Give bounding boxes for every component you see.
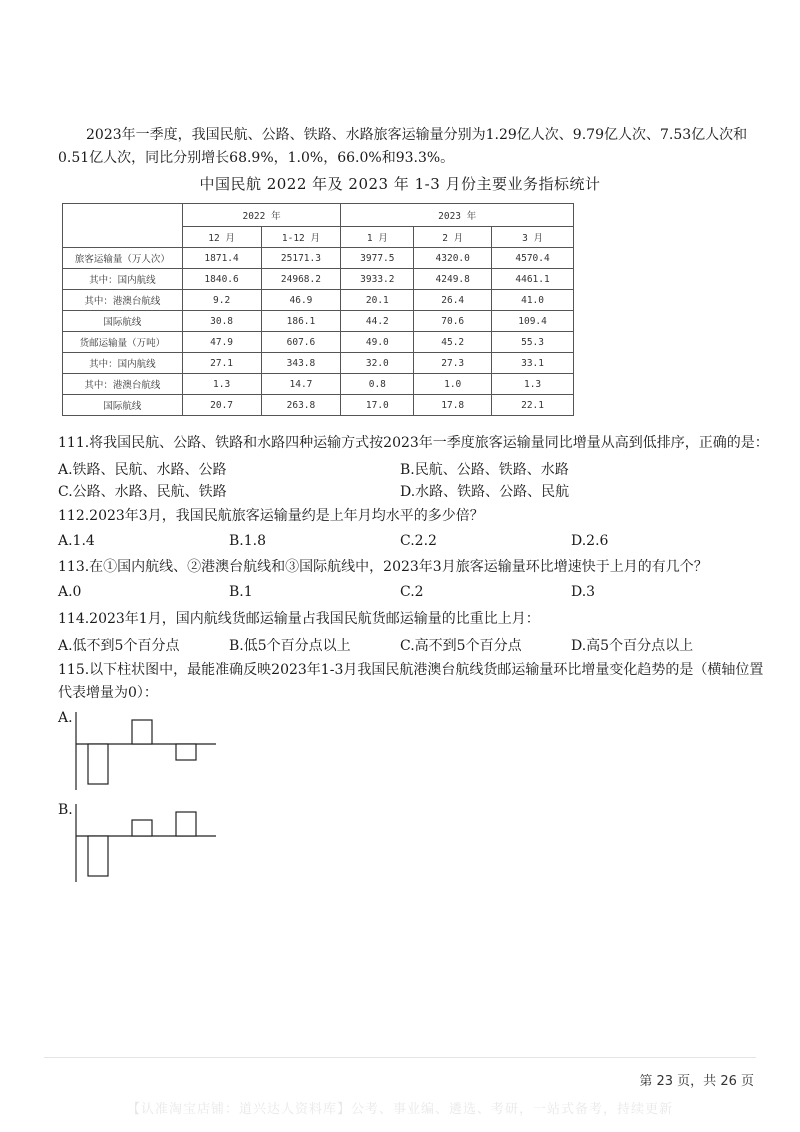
row-label: 国际航线 [63,311,183,332]
q112-option-b[interactable]: B.1.8 [229,533,267,549]
col-header: 2 月 [414,227,492,248]
chart-b-label[interactable]: B. [58,802,73,818]
table-cell: 20.7 [182,395,261,416]
table-cell: 45.2 [414,332,492,353]
table-body [63,248,574,416]
table-row [63,269,574,290]
table-cell: 17.8 [414,395,492,416]
table-cell: 26.4 [414,290,492,311]
table-cell: 4461.1 [492,269,574,290]
year-header-2022: 2022 年 [182,204,341,227]
row-label: 其中：港澳台航线 [63,374,183,395]
table-row [63,395,574,416]
col-header: 1-12 月 [261,227,341,248]
chart-b[interactable] [70,804,220,884]
table-cell: 1840.6 [182,269,261,290]
table-cell: 186.1 [261,311,341,332]
q114-option-c[interactable]: C.高不到5个百分点 [400,638,522,654]
q111-option-c[interactable]: C.公路、水路、民航、铁路 [58,484,227,500]
col-header: 3 月 [492,227,574,248]
table-cell: 20.1 [341,290,414,311]
page-number: 第 23 页，共 26 页 [639,1074,754,1089]
table-cell: 3977.5 [341,248,414,269]
table-cell: 1.0 [414,374,492,395]
q112-option-c[interactable]: C.2.2 [400,533,437,549]
table-cell: 3933.2 [341,269,414,290]
row-label: 国际航线 [63,395,183,416]
table-cell: 0.8 [341,374,414,395]
question-112-stem: 112.2023年3月，我国民航旅客运输量约是上年月均水平的多少倍？ [58,508,484,524]
table-cell: 49.0 [341,332,414,353]
table-year-row [63,204,574,227]
table-row [63,311,574,332]
q112-option-d[interactable]: D.2.6 [571,533,609,549]
table-cell: 32.0 [341,353,414,374]
row-label: 其中：国内航线 [63,269,183,290]
q114-option-a[interactable]: A.低不到5个百分点 [58,638,180,654]
question-111-stem: 111.将我国民航、公路、铁路和水路四种运输方式按2023年一季度旅客运输量同比增量从高到低排序，正确的是： [58,435,769,451]
table-cell: 1871.4 [182,248,261,269]
table-cell: 30.8 [182,311,261,332]
table-row [63,374,574,395]
table-cell: 55.3 [492,332,574,353]
q111-option-a[interactable]: A.铁路、民航、水路、公路 [58,462,227,478]
intro-text: 2023年一季度，我国民航、公路、铁路、水路旅客运输量分别为1.29亿人次、9.79亿人次、7.53亿人次和0.51亿人次，同比分别增长68.9%，1.0%，66.0%和93.3%。 [58,127,748,166]
table-cell: 27.1 [182,353,261,374]
table-cell: 4320.0 [414,248,492,269]
row-label: 其中：港澳台航线 [63,290,183,311]
table-row [63,290,574,311]
q113-option-b[interactable]: B.1 [229,584,253,600]
stats-table [62,203,574,416]
bar-1月 [88,836,108,876]
table-cell: 22.1 [492,395,574,416]
table-cell: 4570.4 [492,248,574,269]
q112-option-a[interactable]: A.1.4 [58,533,95,549]
table-cell: 24968.2 [261,269,341,290]
table-cell: 607.6 [261,332,341,353]
table-row [63,248,574,269]
table-cell: 70.6 [414,311,492,332]
col-header: 12 月 [182,227,261,248]
q114-option-d[interactable]: D.高5个百分点以上 [571,638,694,654]
q113-option-c[interactable]: C.2 [400,584,424,600]
question-113-stem: 113.在①国内航线、②港澳台航线和③国际航线中，2023年3月旅客运输量环比增速快于上月的有几个？ [58,559,708,575]
table-row [63,353,574,374]
q114-option-b[interactable]: B.低5个百分点以上 [229,638,351,654]
table-cell: 41.0 [492,290,574,311]
table-cell: 109.4 [492,311,574,332]
chart-a[interactable] [70,712,220,792]
bar-1月 [88,744,108,784]
bar-2月 [132,820,152,836]
row-label: 其中：国内航线 [63,353,183,374]
table-cell: 44.2 [341,311,414,332]
table-cell: 17.0 [341,395,414,416]
table-cell: 343.8 [261,353,341,374]
table-cell: 47.9 [182,332,261,353]
question-115-stem: 115.以下柱状图中，最能准确反映2023年1-3月我国民航港澳台航线货邮运输量环比增量变化趋势的是（横轴位置 [58,662,764,678]
q111-option-b[interactable]: B.民航、公路、铁路、水路 [400,462,569,478]
table-cell: 9.2 [182,290,261,311]
bar-3月 [176,744,196,760]
table-corner-cell [63,204,183,248]
table-cell: 1.3 [182,374,261,395]
question-114-stem: 114.2023年1月，国内航线货邮运输量占我国民航货邮运输量的比重比上月： [58,611,540,627]
q113-option-d[interactable]: D.3 [571,584,596,600]
chart-a-label[interactable]: A. [58,710,73,726]
row-label: 货邮运输量（万吨） [63,332,183,353]
intro-paragraph [58,124,748,170]
col-header: 1 月 [341,227,414,248]
footer-divider [44,1057,756,1058]
table-cell: 46.9 [261,290,341,311]
table-cell: 33.1 [492,353,574,374]
table-cell: 14.7 [261,374,341,395]
row-label: 旅客运输量（万人次） [63,248,183,269]
table-cell: 1.3 [492,374,574,395]
table-cell: 27.3 [414,353,492,374]
question-115-stem-continued: 代表增量为0）： [58,685,158,701]
q111-option-d[interactable]: D.水路、铁路、公路、民航 [400,484,570,500]
bar-2月 [132,720,152,744]
table-row [63,332,574,353]
year-header-2023: 2023 年 [341,204,574,227]
q113-option-a[interactable]: A.0 [58,584,82,600]
table-cell: 4249.8 [414,269,492,290]
table-title: 中国民航 2022 年及 2023 年 1-3 月份主要业务指标统计 [199,175,601,193]
watermark: 【认准淘宝店铺：道兴达人资料库】公考、事业编、遴选、考研，一站式备考，持续更新 [126,1102,673,1117]
table-cell: 263.8 [261,395,341,416]
table-cell: 25171.3 [261,248,341,269]
bar-3月 [176,812,196,836]
